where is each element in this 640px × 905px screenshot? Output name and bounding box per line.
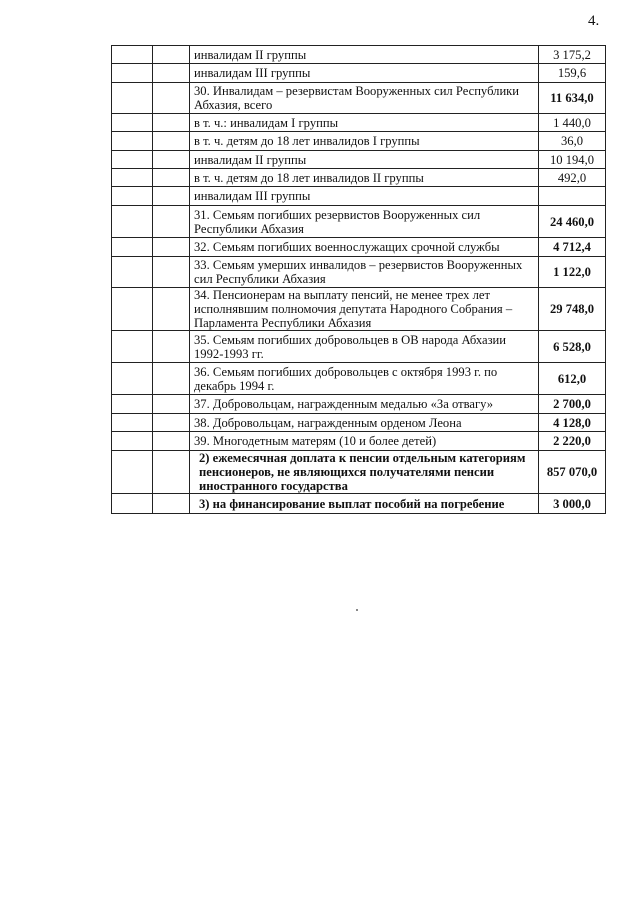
row-amount: 10 194,0	[539, 151, 606, 169]
scan-speck	[356, 609, 358, 611]
row-amount: 1 122,0	[539, 257, 606, 288]
pension-table	[111, 45, 606, 514]
row-amount: 2 700,0	[539, 395, 606, 414]
table-row	[112, 64, 606, 83]
empty-cell	[153, 414, 190, 432]
empty-cell	[112, 288, 153, 331]
row-description: 35. Семьям погибших добровольцев в ОВ народа Абхазии 1992-1993 гг.	[190, 331, 539, 363]
table-row	[112, 494, 606, 514]
empty-cell	[153, 206, 190, 238]
row-description: 31. Семьям погибших резервистов Вооруженных сил Республики Абхазия	[190, 206, 539, 238]
empty-cell	[153, 432, 190, 451]
row-description: 2) ежемесячная доплата к пенсии отдельным категориям пенсионеров, не являющихся получателями пенсии иностранного государства	[190, 451, 539, 494]
empty-cell	[112, 151, 153, 169]
empty-cell	[112, 238, 153, 257]
empty-cell	[153, 132, 190, 151]
table-row	[112, 395, 606, 414]
empty-cell	[153, 395, 190, 414]
row-amount: 4 128,0	[539, 414, 606, 432]
row-amount: 6 528,0	[539, 331, 606, 363]
empty-cell	[112, 206, 153, 238]
row-amount: 2 220,0	[539, 432, 606, 451]
row-description: инвалидам III группы	[190, 64, 539, 83]
table-row	[112, 257, 606, 288]
row-description: 39. Многодетным матерям (10 и более детей)	[190, 432, 539, 451]
row-description: в т. ч. детям до 18 лет инвалидов II группы	[190, 169, 539, 187]
table-row	[112, 132, 606, 151]
row-description: в т. ч. детям до 18 лет инвалидов I группы	[190, 132, 539, 151]
empty-cell	[112, 451, 153, 494]
table-row	[112, 46, 606, 64]
empty-cell	[112, 395, 153, 414]
empty-cell	[153, 64, 190, 83]
row-description: 37. Добровольцам, награжденным медалью «За отвагу»	[190, 395, 539, 414]
empty-cell	[112, 83, 153, 114]
empty-cell	[153, 83, 190, 114]
row-amount: 159,6	[539, 64, 606, 83]
row-description: 32. Семьям погибших военнослужащих срочной службы	[190, 238, 539, 257]
row-description: 3) на финансирование выплат пособий на погребение	[190, 494, 539, 514]
row-amount: 11 634,0	[539, 83, 606, 114]
table-row	[112, 451, 606, 494]
empty-cell	[112, 114, 153, 132]
row-description: 30. Инвалидам – резервистам Вооруженных сил Республики Абхазия, всего	[190, 83, 539, 114]
table-row	[112, 432, 606, 451]
empty-cell	[153, 288, 190, 331]
empty-cell	[112, 64, 153, 83]
empty-cell	[112, 331, 153, 363]
table-row	[112, 414, 606, 432]
empty-cell	[153, 151, 190, 169]
empty-cell	[112, 432, 153, 451]
empty-cell	[112, 257, 153, 288]
row-amount: 24 460,0	[539, 206, 606, 238]
row-description: 33. Семьям умерших инвалидов – резервистов Вооруженных сил Республики Абхазия	[190, 257, 539, 288]
table-row	[112, 83, 606, 114]
row-amount: 857 070,0	[539, 451, 606, 494]
empty-cell	[153, 451, 190, 494]
row-description: 36. Семьям погибших добровольцев с октября 1993 г. по декабрь 1994 г.	[190, 363, 539, 395]
table-row	[112, 114, 606, 132]
table-row	[112, 187, 606, 206]
empty-cell	[112, 169, 153, 187]
row-amount: 4 712,4	[539, 238, 606, 257]
table-row	[112, 151, 606, 169]
table-row	[112, 363, 606, 395]
empty-cell	[153, 46, 190, 64]
table-row	[112, 206, 606, 238]
empty-cell	[112, 46, 153, 64]
row-description: инвалидам III группы	[190, 187, 539, 206]
row-description: 34. Пенсионерам на выплату пенсий, не менее трех лет исполнявшим полномочия депутата Народного Собрания – Парламента Республики Абхазия	[190, 288, 539, 331]
row-amount: 29 748,0	[539, 288, 606, 331]
row-description: в т. ч.: инвалидам I группы	[190, 114, 539, 132]
empty-cell	[112, 414, 153, 432]
table-row	[112, 169, 606, 187]
empty-cell	[112, 363, 153, 395]
table-row	[112, 331, 606, 363]
row-description: инвалидам II группы	[190, 151, 539, 169]
row-description: 38. Добровольцам, награжденным орденом Леона	[190, 414, 539, 432]
table-row	[112, 238, 606, 257]
empty-cell	[153, 238, 190, 257]
empty-cell	[153, 169, 190, 187]
row-amount: 492,0	[539, 169, 606, 187]
empty-cell	[153, 114, 190, 132]
table-row	[112, 288, 606, 331]
row-amount: 36,0	[539, 132, 606, 151]
empty-cell	[153, 187, 190, 206]
empty-cell	[112, 132, 153, 151]
row-amount: 3 000,0	[539, 494, 606, 514]
page-number: 4.	[588, 13, 600, 29]
empty-cell	[112, 187, 153, 206]
empty-cell	[153, 363, 190, 395]
empty-cell	[153, 257, 190, 288]
row-amount	[539, 187, 606, 206]
empty-cell	[153, 494, 190, 514]
row-amount: 1 440,0	[539, 114, 606, 132]
row-amount: 3 175,2	[539, 46, 606, 64]
row-description: инвалидам II группы	[190, 46, 539, 64]
empty-cell	[112, 494, 153, 514]
empty-cell	[153, 331, 190, 363]
row-amount: 612,0	[539, 363, 606, 395]
